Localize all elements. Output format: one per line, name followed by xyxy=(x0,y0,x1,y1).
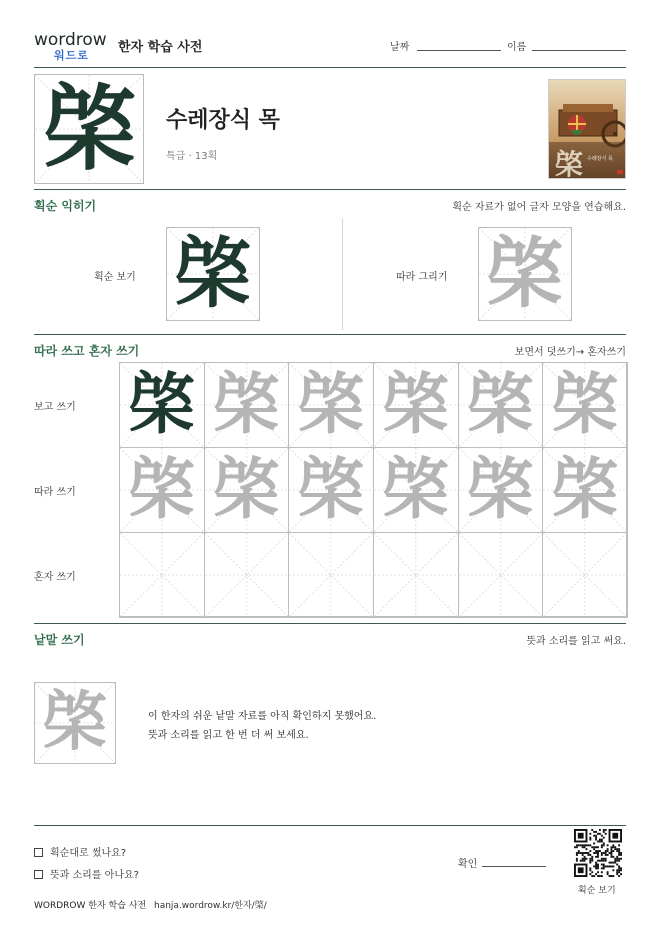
footer-divider xyxy=(34,825,626,826)
practice-section-note: 보면서 덧쓰기→ 혼자쓰기 xyxy=(514,347,626,358)
practice-cell[interactable] xyxy=(458,447,544,533)
practice-cell[interactable] xyxy=(288,447,374,533)
sentence-line-2: 뜻과 소리를 읽고 한 번 더 써 보세요. xyxy=(148,730,309,741)
practice-cell[interactable] xyxy=(542,532,628,618)
sentence-section-divider xyxy=(34,623,626,624)
logo-sub: 워드로 xyxy=(54,49,89,62)
date-field[interactable] xyxy=(417,50,501,51)
stroke-section-note: 획순 자료가 없어 글자 모양을 연습해요. xyxy=(452,202,626,213)
checkbox-meaning[interactable] xyxy=(34,870,43,879)
trace-character: 棨 xyxy=(128,450,195,528)
header-divider xyxy=(34,67,626,68)
practice-grid xyxy=(119,362,627,617)
practice-cell[interactable] xyxy=(288,362,374,448)
model-character: 棨 xyxy=(128,365,195,443)
stroke-view-cell xyxy=(166,227,260,321)
date-label: 날짜 xyxy=(390,42,410,53)
practice-cell[interactable] xyxy=(119,532,205,618)
checklist-label-meaning: 뜻과 소리를 아나요? xyxy=(50,870,139,881)
trace-character: 棨 xyxy=(213,450,280,528)
name-field[interactable] xyxy=(532,50,626,51)
stroke-section-title: 획순 익히기 xyxy=(34,199,97,213)
trace-character: 棨 xyxy=(382,365,449,443)
practice-cell-guides xyxy=(120,533,204,617)
practice-section-title: 따라 쓰고 혼자 쓰기 xyxy=(34,344,140,358)
name-label: 이름 xyxy=(507,42,527,53)
checklist-item-stroke-order[interactable] xyxy=(34,844,126,859)
practice-cell-guides xyxy=(205,533,289,617)
confirm-signature-field[interactable] xyxy=(482,866,546,867)
practice-section-divider xyxy=(34,334,626,335)
wordrow-logo xyxy=(34,30,112,62)
hero-character-box xyxy=(34,74,144,184)
trace-character: 棨 xyxy=(467,365,534,443)
app-title: 한자 학습 사전 xyxy=(118,40,203,55)
stroke-column-divider xyxy=(342,218,343,330)
practice-cell[interactable] xyxy=(119,447,205,533)
stroke-view-character: 棨 xyxy=(175,229,251,318)
practice-cell[interactable] xyxy=(542,447,628,533)
thumb-character: 棨 xyxy=(555,148,584,179)
footer-brand: WORDROW 한자 학습 사전 xyxy=(34,901,147,911)
qr-label: 획순 보기 xyxy=(578,886,616,896)
sentence-line-1: 이 한자의 쉬운 낱말 자료를 아직 확인하지 못했어요. xyxy=(148,711,377,722)
practice-cell[interactable] xyxy=(458,532,544,618)
qr-code-icon[interactable] xyxy=(574,829,622,877)
practice-cell-guides xyxy=(289,533,373,617)
practice-cell[interactable] xyxy=(373,532,459,618)
trace-character: 棨 xyxy=(298,450,365,528)
practice-cell-guides xyxy=(543,533,627,617)
stroke-trace-character: 棨 xyxy=(487,229,563,318)
practice-cell[interactable] xyxy=(542,362,628,448)
trace-character: 棨 xyxy=(213,365,280,443)
footer-url: hanja.wordrow.kr/한자/棨/ xyxy=(154,901,267,911)
row-label-look: 보고 쓰기 xyxy=(34,402,76,413)
character-meaning: 수레장식 목 xyxy=(166,108,280,133)
trace-character: 棨 xyxy=(552,365,619,443)
logo-word: wordrow xyxy=(34,30,107,50)
practice-cell[interactable] xyxy=(204,447,290,533)
character-meta: 특급 · 13획 xyxy=(166,151,218,162)
checklist-label-stroke-order: 획순대로 썼나요? xyxy=(50,848,127,859)
practice-cell-guides xyxy=(374,533,458,617)
checkbox-stroke-order[interactable] xyxy=(34,848,43,857)
row-label-alone: 혼자 쓰기 xyxy=(34,572,76,583)
trace-character: 棨 xyxy=(467,450,534,528)
sentence-text xyxy=(148,707,376,745)
trace-character: 棨 xyxy=(382,450,449,528)
sentence-practice-cell[interactable] xyxy=(34,682,116,764)
stroke-trace-cell[interactable] xyxy=(478,227,572,321)
hero-character: 棨 xyxy=(43,75,136,183)
stroke-trace-label: 따라 그리기 xyxy=(396,272,448,283)
practice-cell[interactable] xyxy=(119,362,205,448)
checklist-item-meaning[interactable] xyxy=(34,866,139,881)
trace-character: 棨 xyxy=(552,450,619,528)
sentence-section-title: 낱말 쓰기 xyxy=(34,633,85,647)
practice-cell-guides xyxy=(459,533,543,617)
practice-cell[interactable] xyxy=(373,362,459,448)
stroke-section-divider xyxy=(34,189,626,190)
practice-cell[interactable] xyxy=(204,362,290,448)
cart-illustration-image xyxy=(548,79,626,179)
practice-cell[interactable] xyxy=(373,447,459,533)
practice-cell[interactable] xyxy=(458,362,544,448)
sentence-section-note: 뜻과 소리를 읽고 써요. xyxy=(526,636,626,647)
cart-illustration xyxy=(549,80,626,179)
sentence-trace-character: 棨 xyxy=(43,685,107,760)
stroke-view-label: 획순 보기 xyxy=(94,272,136,283)
thumb-caption: 수레장식 목 xyxy=(587,156,613,162)
confirm-label: 확인 xyxy=(458,859,478,870)
trace-character: 棨 xyxy=(298,365,365,443)
practice-cell[interactable] xyxy=(204,532,290,618)
practice-cell[interactable] xyxy=(288,532,374,618)
row-label-trace: 따라 쓰기 xyxy=(34,487,76,498)
